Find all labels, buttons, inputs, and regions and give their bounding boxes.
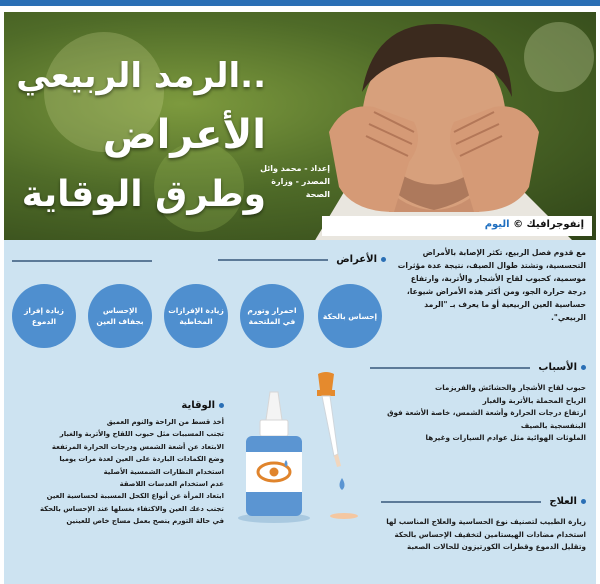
top-accent-bar (0, 0, 600, 6)
credit-prepared: إعداد - محمد وائل (260, 164, 330, 173)
symptom-circle: احمرار وتورم في الملتحمة (240, 284, 304, 348)
brand-label (485, 219, 584, 230)
list-item: الرياح المحملة بالأتربة والغبار (482, 395, 586, 405)
man-rubbing-eyes-photo (274, 12, 596, 242)
hero-banner (4, 12, 596, 242)
bullet-dot-icon (581, 365, 586, 370)
eye-drop-bottle-icon (234, 390, 314, 525)
list-item: ارتفاع درجات الحرارة وأشعة الشمس، خاصة الأشعة فوق البنفسجية بالصيف (387, 408, 586, 430)
title-line-1: الرمد الربيعي.. (16, 56, 266, 96)
symptoms-heading-text: الأعراض (336, 254, 377, 265)
symptom-circle: إحساس بالحكة (318, 284, 382, 348)
list-item: ابتعاد المرأة عن أنواع الكحل المسببة لحساسية العين (46, 492, 224, 501)
symptom-circle: زيادة الإفرازات المخاطية (164, 284, 228, 348)
causes-heading-text: الأسباب (538, 362, 577, 373)
content-panel (4, 240, 596, 584)
list-item: أخذ قسط من الراحة والنوم العميق (106, 418, 224, 426)
divider (218, 259, 328, 261)
credits (260, 162, 330, 201)
list-item: عدم استخدام العدسات اللاصقة (119, 480, 224, 489)
causes-heading (370, 362, 586, 373)
list-item: حبوب لقاح الأشجار والحشائش والفريزمات (434, 383, 586, 392)
list-item: وتقليل الدموع وقطرات الكورتيزون للحالات الصعبة (406, 542, 586, 551)
list-item: استخدام النظارات الشمسية الأصلية (103, 467, 224, 476)
bullet-dot-icon (381, 257, 386, 262)
list-item: استخدام مضادات الهيستامين لتخفيف الإحساس بالحكة (394, 529, 586, 539)
divider (12, 260, 152, 262)
bullet-dot-icon (581, 499, 586, 504)
prevention-list (12, 416, 224, 528)
symptom-circle: زيادة إفراز الدموع (12, 284, 76, 348)
brand-strip (322, 216, 592, 236)
treatment-heading (381, 496, 586, 507)
title-line-2: الأعراض (102, 112, 266, 158)
list-item: تجنب المسببات مثل حبوب اللقاح والأتربة والغبار (59, 430, 224, 439)
brand-logo: اليوم (484, 219, 510, 230)
list-item: الابتعاد عن أشعة الشمس ودرجات الحرارة المرتفعة (51, 442, 224, 451)
credit-source: المصدر - وزارة الصحة (271, 177, 330, 199)
list-item: الملوثات الهوائية مثل عوادم السيارات وغيرها (425, 433, 586, 442)
list-item: تجنب دعك العين والاكتفاء بغسلها عند الإحساس بالحكة (39, 504, 224, 513)
causes-list (386, 382, 586, 445)
divider (381, 501, 541, 503)
list-item: وضع الكمادات الباردة على العين لعدة مرات يوميا (59, 455, 224, 464)
prevention-heading-text: الوقاية (181, 400, 215, 411)
symptom-circle: الإحساس بجفاف العين (88, 284, 152, 348)
title-line-3: وطرق الوقاية (21, 174, 266, 215)
divider (370, 367, 530, 369)
symptoms-rule-left (12, 260, 152, 262)
prevention-heading (181, 400, 224, 411)
intro-paragraph: مع قدوم فصل الربيع، تكثر الإصابة بالأمراض التحسسية، وتشتد طوال الصيف، نتيجة عدة مؤثرات موسمية، كحبوب لقاح الأشجار والأتربة، وارتفاع درجة حرارة الجو، ومن أكثر هذه الأمراض شيوعا، حساسية العين الربيعية أو ما يعرف بـ "الرمد الربيعي". (397, 248, 586, 322)
list-item: في حالة التورم ينصح بعمل مساج خاص للعينين (66, 517, 224, 526)
list-item: زيارة الطبيب لتصنيف نوع الحساسية والعلاج المناسب لها (386, 517, 586, 526)
treatment-heading-text: العلاج (549, 496, 577, 507)
treatment-list (336, 516, 586, 554)
bullet-dot-icon (219, 403, 224, 408)
dropper-icon (308, 370, 358, 530)
symptoms-heading (218, 254, 386, 265)
brand-prefix: إنفوجرافيك © (513, 219, 584, 230)
